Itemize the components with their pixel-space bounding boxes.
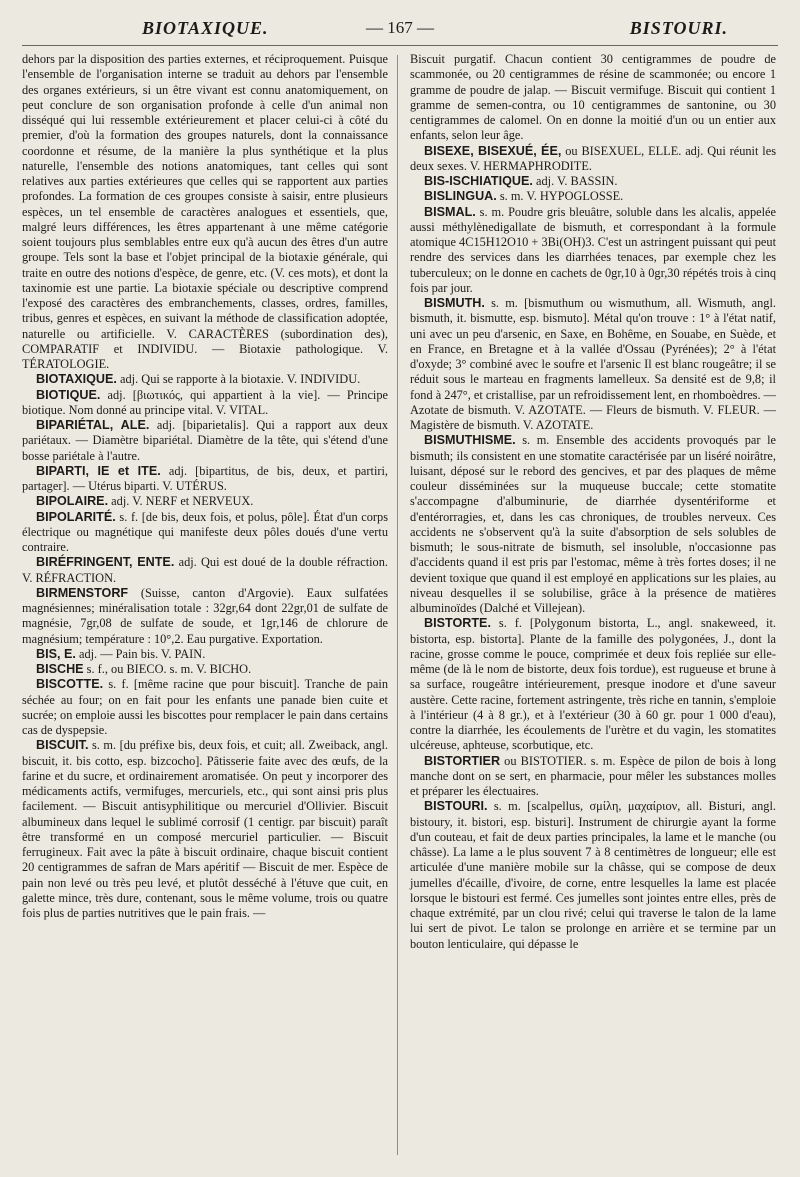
entry-bipolaire [22, 494, 388, 509]
entry-biscotte [22, 677, 388, 738]
headword: BIPOLAIRE. [36, 494, 109, 509]
entry-bismuth [410, 296, 776, 433]
running-head-right: BISTOURI. [629, 18, 728, 38]
headword: BISTOURI. [424, 799, 488, 814]
header-rule [22, 45, 778, 46]
definition: adj. [biparietalis]. Qui a rapport aux deux pariétaux. — Diamètre bipariétal. Diamètre de la tête, qui s'étend d'une bosse pariétale à l'autre. [22, 418, 388, 463]
entry-biotaxique [22, 372, 388, 387]
definition: adj. V. BASSIN. [532, 174, 618, 188]
entry-biscuit-continued: Biscuit purgatif. Chacun contient 30 centigrammes de poudre de scammonée, ou 20 centigrammes de résine de scammonée; ou encore 1 gramme de poudre de jalap. — Biscuit vermifuge. Biscuit qui contient 1 gramme de semen-contra, ou 10 centigrammes de santonine, ou 30 centigrammes de calomel. On en donne la moitié d'un ou un entier aux enfants, selon leur âge. [410, 52, 776, 143]
entry-bische [22, 662, 388, 677]
headword: BISEXE, BISEXUÉ, ÉE, [424, 143, 562, 158]
definition: adj. Qui est doué de la double réfraction. V. RÉFRACTION. [22, 555, 388, 585]
column-divider [397, 55, 398, 1155]
entry-birmenstorf [22, 586, 388, 647]
headword: BISMUTH. [424, 296, 485, 310]
definition: s. f., ou BIECO. s. m. V. BICHO. [83, 662, 252, 676]
headword: BIOTIQUE. [36, 387, 101, 402]
definition: (Suisse, canton d'Argovie). Eaux sulfatées magnésiennes; minéralisation totale : 32gr,64 dont 22gr,01 de sulfate de magnésie, 7gr,08 de sulfate de soude, et 1gr,146 de chlorure de magnésium; température : 10°,2. Eau purgative. Exportation. [22, 585, 388, 646]
headword: BIPOLARITÉ. [36, 509, 116, 524]
page-header [22, 18, 778, 42]
definition: s. m. V. HYPOGLOSSE. [496, 189, 624, 204]
headword: BISCUIT. [36, 738, 89, 753]
entry-bistortier [410, 754, 776, 800]
definition: ou BISTOTIER. s. m. Espèce de pilon de bois à long manche dont on se sert, en pharmacie, pour mêler les substances molles et préparer les électuaires. [410, 753, 776, 798]
entry-biscuit [22, 738, 388, 921]
page-number: — 167 — [366, 18, 434, 37]
right-column [410, 52, 776, 952]
entry-biparietal [22, 418, 388, 464]
headword: BISMAL. [424, 204, 476, 219]
entry-birefringent [22, 555, 388, 586]
entry-bisexe [410, 144, 776, 175]
headword: BISTORTE. [424, 616, 491, 631]
entry-bipolarite [22, 510, 388, 556]
headword: BIRÉFRINGENT, ENTE. [36, 555, 175, 570]
definition: s. m. [scalpellus, σμίλη, μαχαίριον, all. Bisturi, angl. bistoury, it. bistori, esp. bisturi]. Instrument de chirurgie ayant la forme d'un couteau, et fait de deux parties principales, la lame et le manche (ou châsse). La lame a le plus souvent 7 à 8 centimètres de longueur; elle est articulée d'une manière mobile sur la châsse, qui se compose de deux jumelles d'écaille, d'ivoire, de corne, entre lesquelles la lame est placée lorsque le bistouri est fermé. Ces jumelles sont jointes entre elles, près de chaque extrémité, par un clou rivé; celui qui traverse le talon de la lame lui sert de pivot. Le talon se prolonge en arrière et se termine par un bouton lenticulaire, qui dépasse le [410, 799, 776, 951]
headword: BISMUTHISME. [424, 433, 516, 448]
entry-biotaxie-continued: dehors par la disposition des parties externes, et réciproquement. Puisque l'ensemble de l'organisation interne se traduit au dehors par l'ensemble des organes extérieurs, si un être vivant est connu anatomiquement, on peut conclure de son organisation profonde à celle d'un animal non disséqué qui lui ressemble extérieurement et placer celui-ci à côté du premier, d'où la formation des groupes naturels, dont la connaissance coordonne et résume, de la manière la plus synthétique et la plus naturelle, l'ensemble des notions anatomiques, tant celles qui sont relatives aux parties extérieures que celles qui se rapportent aux parties profondes. La formation de ces groupes consiste à saisir, entre plusieurs espèces, un tel ensemble de caractères analogues et essentiels, que, malgré leurs différences, les êtres appartenant à une même catégorie soient toujours plus semblables entre eux qu'à aucun des êtres d'un autre groupe. Tels sont la base et l'objet principal de la biotaxie générale, qui traite en outre des notions d'espèce, de genre, etc. (V. ces mots), et dont la taxinomie est une partie. La biotaxie spéciale ou descriptive comprend l'exposé des caractères des embranchements, classes, ordres, familles, tribus, genres et espèces, en suivant la méthode de classification adoptée, naturelle ou artificielle. V. CARACTÈRES (subordination des), COMPARATIF et INDIVIDU. — Biotaxie pathologique. V. TÉRATOLOGIE. [22, 52, 388, 371]
definition: adj. [bipartitus, de bis, deux, et partiri, partager]. — Utérus biparti. V. UTÉRUS. [22, 463, 389, 493]
entry-biotique [22, 388, 388, 419]
entry-bistouri [410, 799, 776, 952]
running-head-left: BIOTAXIQUE. [142, 18, 269, 38]
entry-bistorte [410, 616, 776, 753]
definition: s. f. [même racine que pour biscuit]. Tranche de pain séchée au four; on en fait pour les enfants une panade bien cuite et sucrée; on emploie aussi les biscottes pour remplacer le pain dans certains cas de dyspepsie. [22, 677, 388, 737]
entry-bismal [410, 205, 776, 297]
definition: s. m. [du préfixe bis, deux fois, et cuit; all. Zweiback, angl. biscuit, it. bis cotto, esp. bizcocho]. Pâtisserie faite avec des œufs, de la farine et du sucre, et ordinairement aromatisée. On peut y incorporer des médicaments actifs, vermifuges, mercuriels, etc., qui sont ainsi pris plus facilement. — Biscuit antisyphilitique ou mercuriel d'Ollivier. Biscuit albumineux dans lequel le sublimé corrosif (1 centigr. par biscuit) paraît être transformé en un composé mercuriel particulier. — Biscuit ferrugineux. Fait avec la pâte à biscuit ordinaire, chaque biscuit contient 20 centigrammes de safran de Mars apéritif — Biscuit de mer. Espèce de pain non levé ou très peu levé, et plutôt desséché à l'étuve que cuit, en galette mince, très dure, contenant, sous le même volume, trois ou quatre fois plus de parties nutritives que le pain frais. — [22, 738, 388, 920]
headword: BIS-ISCHIATIQUE. [424, 174, 533, 188]
definition: adj. — Pain bis. V. PAIN. [75, 646, 206, 661]
definition: adj. Qui se rapporte à la biotaxie. V. INDIVIDU. [116, 372, 361, 387]
entry-bislingua [410, 189, 776, 204]
headword: BIRMENSTORF [36, 585, 129, 600]
definition: s. f. [de bis, deux fois, et polus, pôle]. État d'un corps électrique ou magnétique qui manifeste deux pôles doués d'une vertu contraire. [22, 509, 388, 554]
headword: BISCHE [36, 662, 84, 676]
definition: s. f. [Polygonum bistorta, L., angl. snakeweed, it. bistorta, esp. bistorta]. Plante de la famille des polygonées, J., dont la racine, grosse comme le pouce, comprimée et deux fois repliée sur elle-même (de là le nom de bistorte, deux fois tordue), est rugueuse et brune à sa surface, rougeâtre intérieurement, presque inodore et d'une saveur austère. Cette racine, fortement astringente, très riche en tannin, s'emploie à l'intérieur (4 à 8 gr.), et à l'extérieur (30 à 60 gr. pour 1 000 d'eau), contre la diarrhée, les écoulements de l'urètre et du vagin, les stomatites ulcéreuse, aphteuse, scorbutique, etc. [410, 616, 776, 753]
entry-bismuthisme [410, 433, 776, 616]
headword: BISTORTIER [424, 753, 501, 768]
definition: ou BISEXUEL, ELLE. adj. Qui réunit les deux sexes. V. HERMAPHRODITE. [410, 143, 776, 173]
headword: BISLINGUA. [424, 189, 497, 204]
headword: BIOTAXIQUE. [36, 372, 117, 387]
left-column [22, 52, 388, 921]
definition: adj. [βιωτικός, qui appartient à la vie]. — Principe biotique. Nom donné au principe vital. V. VITAL. [22, 387, 388, 417]
entry-bis [22, 647, 388, 662]
headword: BISCOTTE. [36, 677, 104, 692]
headword: BIPARTI, IE et ITE. [36, 463, 161, 478]
headword: BIS, E. [36, 646, 76, 661]
definition: s. m. [bismuthum ou wismuthum, all. Wismuth, angl. bismuth, it. bismutte, esp. bismuto]. Métal qu'on trouve : 1° à l'état natif, uni avec un peu d'arsenic, en Saxe, en Bohême, en Souabe, en Suède, et en France, en Bretagne et à la vallée d'Ossau (Pyrénées); 2° à l'état d'oxyde; 3° combiné avec le soufre et l'arsenic Il est blanc rougeâtre; il se réduit sous le marteau en fragments lamelleux. Sa densité est de 9,8; il fond à 247°, et cristallise, par un refroidissement lent, en rhomboèdres. — Azotate de bismuth. V. AZOTATE. — Fleurs de bismuth. V. FLEUR. — Magistère de bismuth. V. AZOTATE. [410, 296, 776, 432]
headword: BIPARIÉTAL, ALE. [36, 418, 150, 432]
definition: s. m. Poudre gris bleuâtre, soluble dans les alcalis, appelée aussi méthylènedigallate de bismuth, et correspondant à la formule atomique 4C15H12O10 + 3Bi(OH)3. C'est un astringent puissant qui peut rendre des services dans les diarrhées tenaces, par exemple chez les tuberculeux; on le donne en cachets de 0gr,10 à 0gr,30 répétés trois à cinq fois par jour. [410, 204, 776, 295]
entry-bis-ischiatique [410, 174, 776, 189]
definition: s. m. Ensemble des accidents provoqués par le bismuth; ils consistent en une stomatite caractérisée par un liséré noirâtre, luisant, déposé sur le rebord des gencives, et par des plaques de même couleur disséminées sur la muqueuse buccale; cette stomatite s'accompagne d'albuminurie, de diarrhée dysentériforme et d'entérorragies, et, dans les cas chroniques, de troubles nerveux. Ces accidents ne s'observent qu'à la suite d'absorption de sels solubles de bismuth; le sous-nitrate de bismuth, sel insoluble, n'occasionne pas d'accidents quand il est pris par l'estomac, même à très fortes doses; il ne devient toxique que quand il est employé en applications sur les plaies, au niveau desquelles il se solubilise, grâce à la présence de matières albuminoïdes (Dalché et Villejean). [410, 433, 776, 615]
entry-biparti [22, 464, 388, 495]
definition: adj. V. NERF et NERVEUX. [108, 494, 254, 509]
